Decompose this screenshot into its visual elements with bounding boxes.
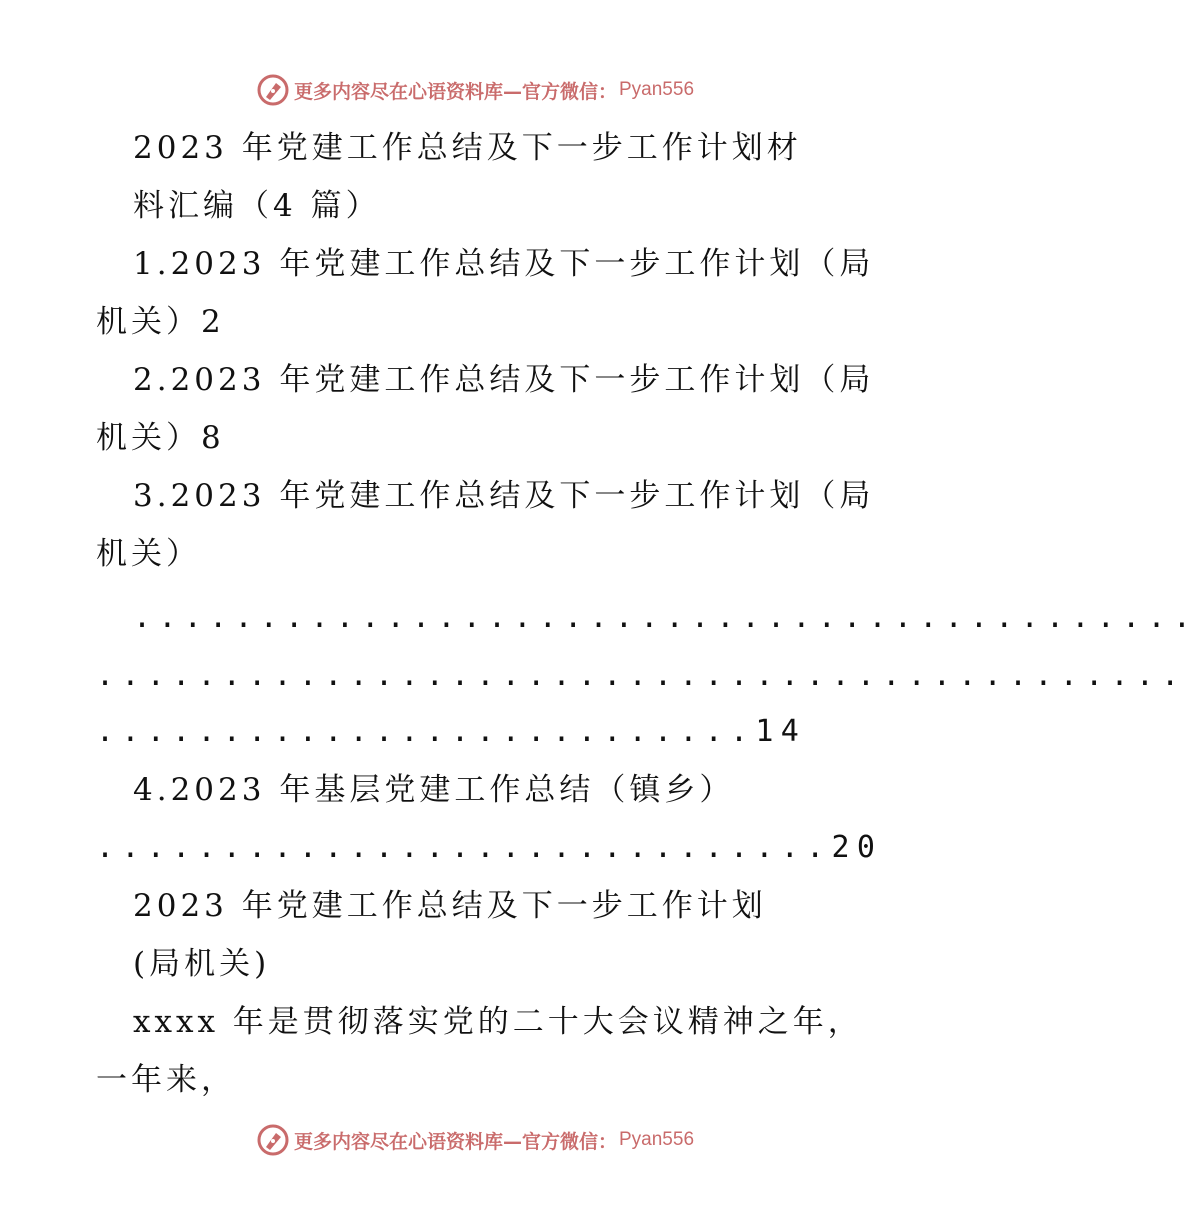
watermark-wechat-id: Pyan556 bbox=[619, 1129, 695, 1150]
watermark-text: 更多内容尽在心语资料库—官方微信： bbox=[293, 80, 617, 103]
toc-item-4-line-1: 4.2023 年基层党建工作总结（镇乡） bbox=[133, 772, 735, 808]
watermark-banner-bottom bbox=[0, 1118, 950, 1162]
toc-title-line-1: 2023 年党建工作总结及下一步工作计划材 bbox=[133, 130, 802, 166]
pen-nib-logo-icon bbox=[256, 73, 290, 107]
toc-item-1-line-2: 机关）2 bbox=[96, 304, 225, 340]
article-title-line-1: 2023 年党建工作总结及下一步工作计划 bbox=[133, 888, 767, 924]
toc-item-1-line-1: 1.2023 年党建工作总结及下一步工作计划（局 bbox=[133, 246, 875, 282]
toc-item-3-leader-1: .......................................... bbox=[133, 600, 1198, 635]
toc-item-3-leader-page: ..........................14 bbox=[96, 714, 807, 749]
toc-item-2-line-1: 2.2023 年党建工作总结及下一步工作计划（局 bbox=[133, 362, 875, 398]
toc-title-line-2: 料汇编（4 篇） bbox=[133, 188, 381, 224]
watermark-wechat-id: Pyan556 bbox=[619, 79, 695, 100]
article-body-line-2: 一年来， bbox=[96, 1062, 236, 1098]
toc-item-4-leader-page: .............................20 bbox=[96, 830, 883, 865]
watermark-banner-top bbox=[0, 68, 950, 112]
article-title-line-2: (局机关) bbox=[133, 946, 271, 982]
toc-item-3-line-2: 机关） bbox=[96, 536, 201, 572]
watermark-text: 更多内容尽在心语资料库—官方微信： bbox=[293, 1130, 617, 1153]
toc-item-3-leader-2: ........................................... bbox=[96, 658, 1187, 693]
article-body-line-1: xxxx 年是贯彻落实党的二十大会议精神之年， bbox=[133, 1004, 863, 1040]
toc-item-2-line-2: 机关）8 bbox=[96, 420, 225, 456]
pen-nib-logo-icon bbox=[256, 1123, 290, 1157]
toc-item-3-line-1: 3.2023 年党建工作总结及下一步工作计划（局 bbox=[133, 478, 875, 514]
